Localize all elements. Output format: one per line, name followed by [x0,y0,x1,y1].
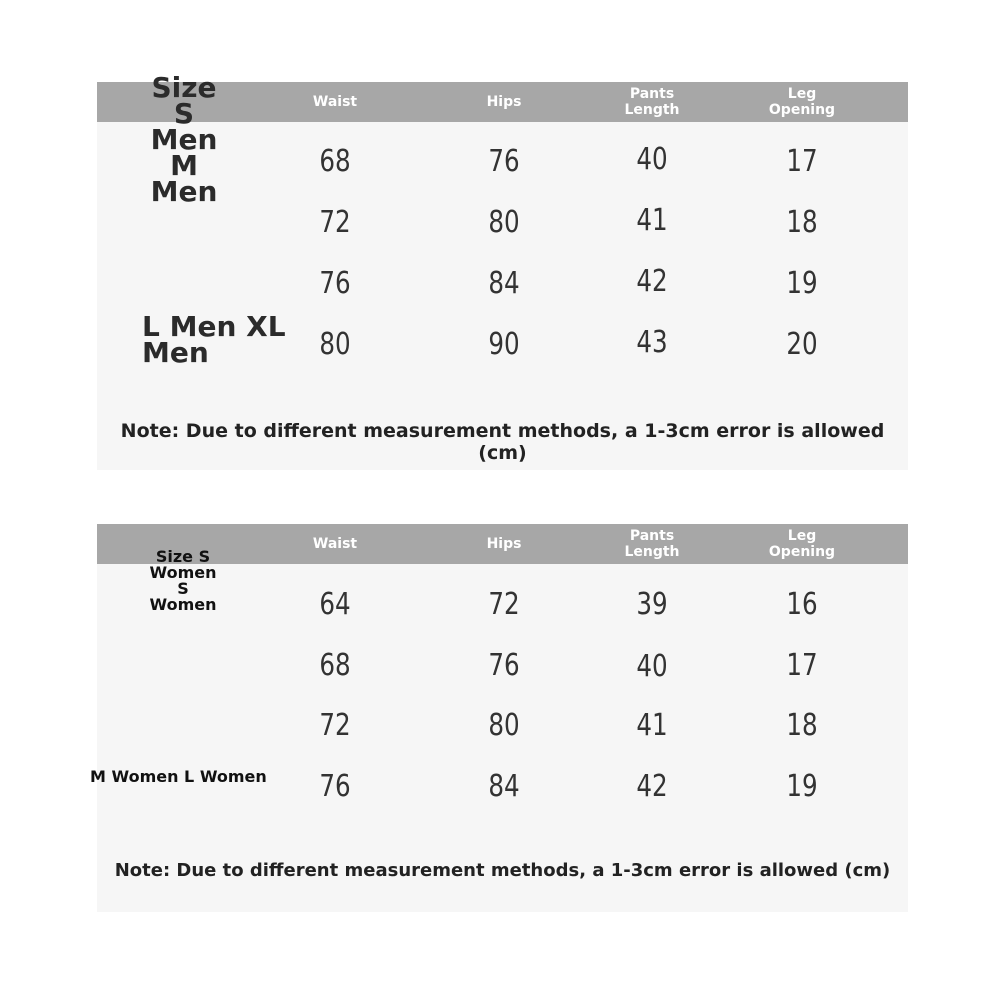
table-cell-hips: 90 [488,327,520,362]
table-cell-hips: 72 [488,587,520,622]
table-cell-length: 41 [636,708,668,743]
table-cell-length: 39 [636,587,668,622]
table-cell-length: 43 [636,325,668,360]
header-pants-length-line1: Pants [629,86,675,102]
header-leg-opening-line1: Leg [787,528,817,544]
table-cell-hips: 76 [488,648,520,683]
header-pants-length-line2: Length [624,544,680,560]
header-hips: Hips [486,94,522,110]
table-cell-waist: 72 [319,205,351,240]
table-cell-hips: 80 [488,708,520,743]
header-leg-opening-line1: Leg [787,86,817,102]
table-cell-waist: 68 [319,144,351,179]
table-cell-waist: 76 [319,769,351,804]
table-cell-length: 42 [636,264,668,299]
table-cell-hips: 84 [488,266,520,301]
header-waist: Waist [312,536,358,552]
table-cell-waist: 80 [319,327,351,362]
table-cell-opening: 18 [786,205,818,240]
table-cell-opening: 17 [786,144,818,179]
table-cell-waist: 64 [319,587,351,622]
table-cell-opening: 19 [786,769,818,804]
table-cell-opening: 19 [786,266,818,301]
table-cell-waist: 68 [319,648,351,683]
table-cell-waist: 76 [319,266,351,301]
men-size-label-bottom: L Men XL Men [142,310,286,369]
men-size-label-top: Size S Men M Men [150,71,218,208]
women-size-label-bottom: M Women L Women [90,767,267,786]
header-leg-opening [742,524,862,564]
table-cell-opening: 20 [786,327,818,362]
measurement-note: Note: Due to different measurement methods, a 1-3cm error is allowed (cm) [120,420,885,464]
header-pants-length-line1: Pants [629,528,675,544]
measurement-note: Note: Due to different measurement methods, a 1-3cm error is allowed (cm) [114,860,891,881]
header-leg-opening-line2: Opening [768,102,836,118]
header-pants-length [592,524,712,564]
header-leg-opening-line2: Opening [768,544,836,560]
table-cell-length: 41 [636,203,668,238]
header-pants-length [592,82,712,122]
header-hips: Hips [486,536,522,552]
table-cell-opening: 18 [786,708,818,743]
table-cell-hips: 76 [488,144,520,179]
header-pants-length-line2: Length [624,102,680,118]
table-cell-length: 40 [636,649,668,684]
header-leg-opening [742,82,862,122]
table-cell-opening: 16 [786,587,818,622]
women-size-label-top: Size S Women S Women [149,547,217,614]
table-cell-hips: 80 [488,205,520,240]
table-cell-length: 40 [636,142,668,177]
table-cell-length: 42 [636,769,668,804]
table-cell-waist: 72 [319,708,351,743]
table-cell-hips: 84 [488,769,520,804]
table-cell-opening: 17 [786,648,818,683]
header-waist: Waist [312,94,358,110]
